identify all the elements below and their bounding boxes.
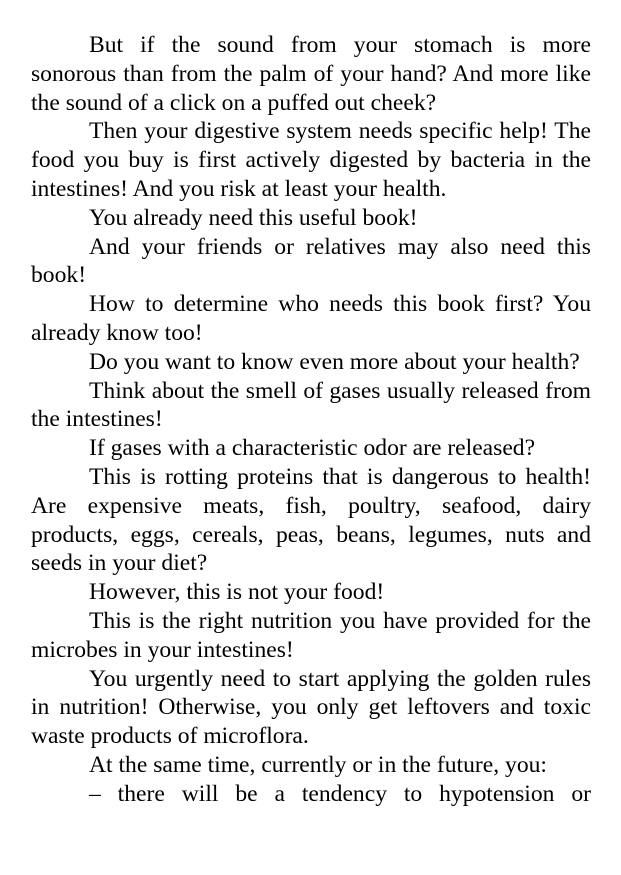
paragraph-14-list-item: – there will be a tendency to hypotension or bbox=[89, 780, 591, 807]
paragraph-4: And your friends or relatives may also need this book! bbox=[31, 233, 591, 289]
paragraph-7: Think about the smell of gases usually released from the intestines! bbox=[31, 377, 591, 433]
paragraph-8: If gases with a characteristic odor are released? bbox=[89, 435, 536, 462]
paragraph-5: How to determine who needs this book first? You already know too! bbox=[31, 291, 591, 346]
paragraph-13: At the same time, currently or in the future, you: bbox=[89, 751, 547, 778]
paragraph-11: This is the right nutrition you have provided for the microbes in your intestines! bbox=[31, 607, 591, 663]
paragraph-10: However, this is not your food! bbox=[89, 579, 385, 606]
paragraph-3: You already need this useful book! bbox=[89, 204, 418, 231]
paragraph-9: This is rotting proteins that is dangerous to health! Are expensive meats, fish, poultry, seafood, dairy products, eggs, cereals, peas, beans, legumes, nuts and seeds in your diet? bbox=[31, 463, 591, 577]
paragraph-12: You urgently need to start applying the golden rules in nutrition! Otherwise, you only get leftovers and toxic waste products of microflora. bbox=[31, 665, 591, 750]
document-page bbox=[31, 31, 591, 809]
paragraph-6: Do you want to know even more about your health? bbox=[89, 348, 580, 375]
paragraph-1: But if the sound from your stomach is more sonorous than from the palm of your hand? And more like the sound of a click on a puffed out cheek? bbox=[31, 32, 591, 116]
paragraph-2: Then your digestive system needs specific help! The food you buy is first actively digested by bacteria in the intestines! And you risk at least your health. bbox=[31, 118, 591, 202]
